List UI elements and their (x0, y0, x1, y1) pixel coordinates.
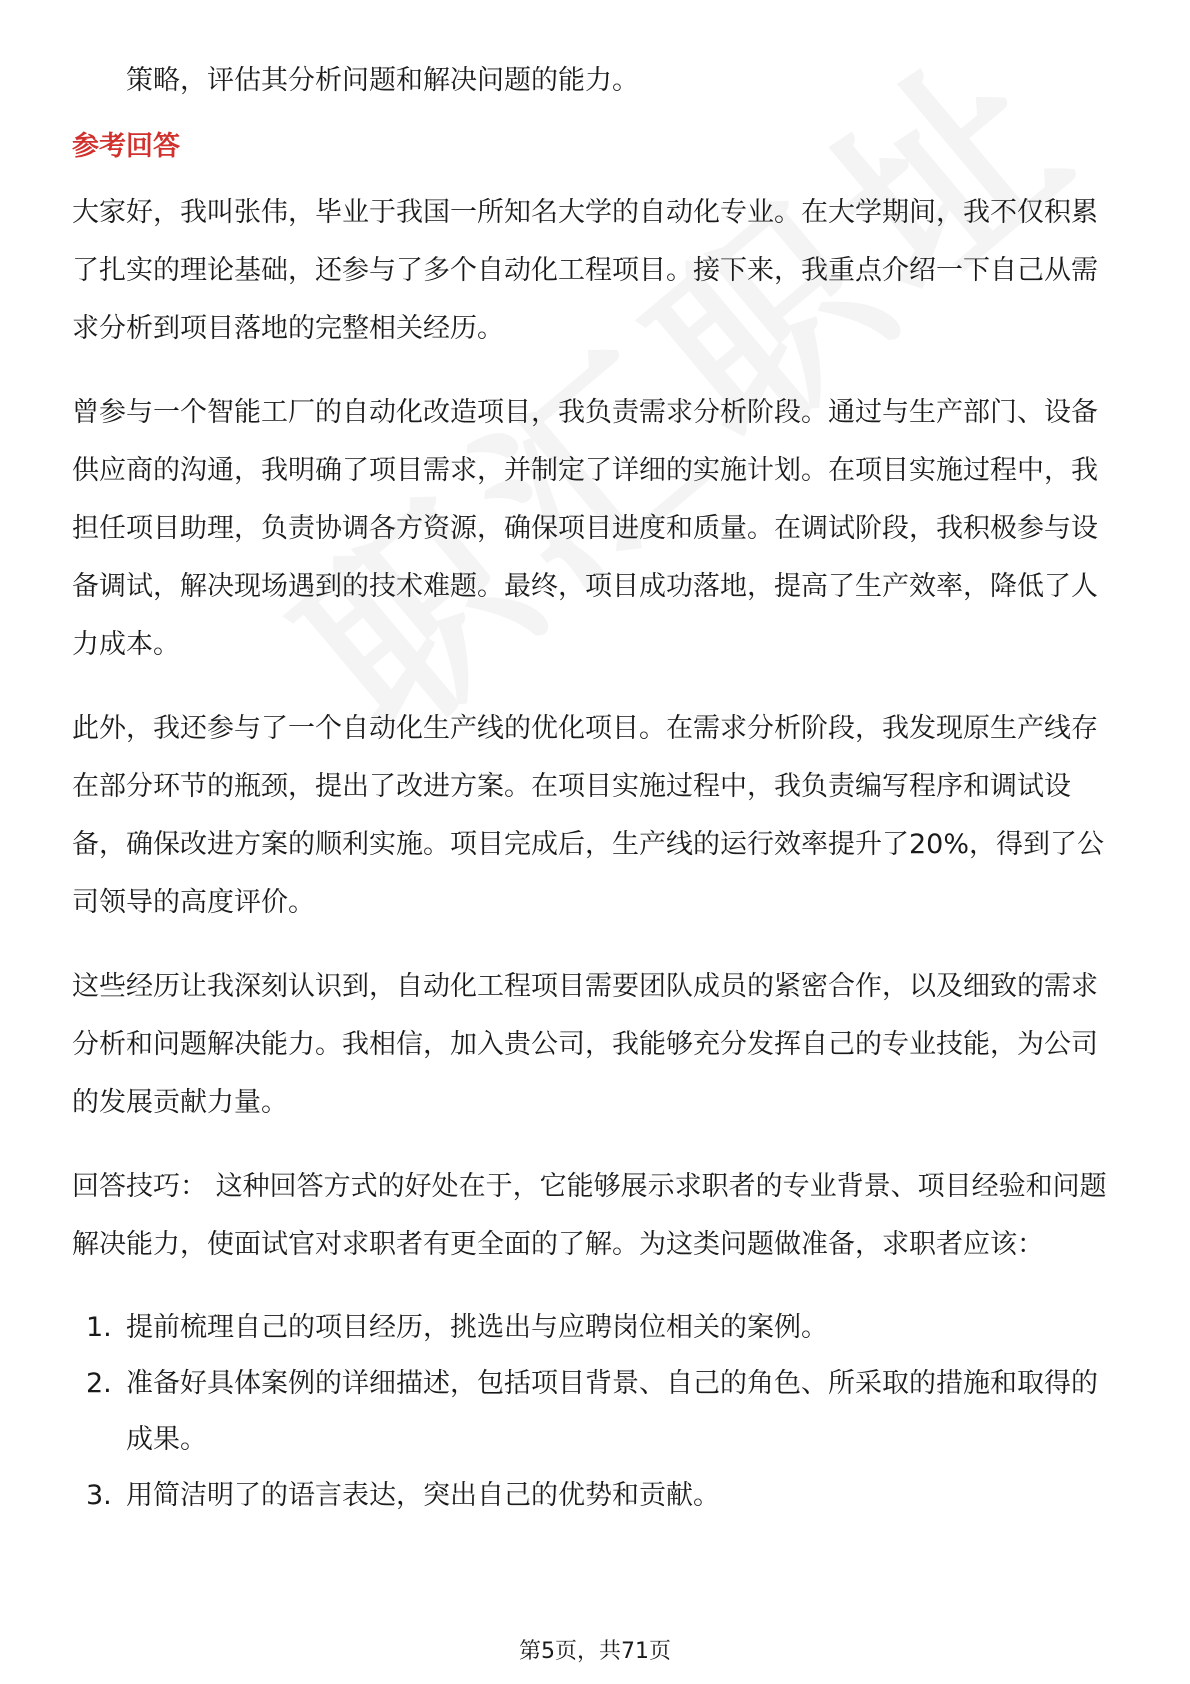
paragraph-tips: 回答技巧： 这种回答方式的好处在于，它能够展示求职者的专业背景、项目经验和问题解决能力，使面试官对求职者有更全面的了解。为这类问题做准备，求职者应该： (72, 1171, 1107, 1260)
list-item (72, 1356, 1122, 1468)
document-body (72, 52, 1122, 1524)
section-heading: 参考回答 (72, 131, 180, 162)
page-footer: 第5页，共71页 (519, 1639, 671, 1664)
list-item (72, 1468, 1122, 1524)
list-number: 2. (86, 1368, 112, 1399)
paragraph-conclusion: 这些经历让我深刻认识到，自动化工程项目需要团队成员的紧密合作，以及细致的需求分析和问题解决能力。我相信，加入贵公司，我能够充分发挥自己的专业技能，为公司的发展贡献力量。 (72, 971, 1098, 1118)
list-number: 3. (86, 1480, 112, 1511)
list-number: 1. (86, 1312, 112, 1343)
tips-list (72, 1300, 1122, 1524)
list-item-text: 提前梳理自己的项目经历，挑选出与应聘岗位相关的案例。 (126, 1312, 828, 1343)
paragraph-smart-factory: 曾参与一个智能工厂的自动化改造项目，我负责需求分析阶段。通过与生产部门、设备供应商的沟通，我明确了项目需求，并制定了详细的实施计划。在项目实施过程中，我担任项目助理，负责协调各方资源，确保项目进度和质量。在调试阶段，我积极参与设备调试，解决现场遇到的技术难题。最终，项目成功落地，提高了生产效率，降低了人力成本。 (72, 397, 1098, 660)
paragraph-intro: 大家好，我叫张伟，毕业于我国一所知名大学的自动化专业。在大学期间，我不仅积累了扎实的理论基础，还参与了多个自动化工程项目。接下来，我重点介绍一下自己从需求分析到项目落地的完整相关经历。 (72, 197, 1098, 344)
list-item (72, 1300, 1122, 1356)
list-item-text: 准备好具体案例的详细描述，包括项目背景、自己的角色、所采取的措施和取得的成果。 (126, 1368, 1098, 1455)
paragraph-production-line: 此外，我还参与了一个自动化生产线的优化项目。在需求分析阶段，我发现原生产线存在部分环节的瓶颈，提出了改进方案。在项目实施过程中，我负责编写程序和调试设备，确保改进方案的顺利实施。项目完成后，生产线的运行效率提升了20%，得到了公司领导的高度评价。 (72, 713, 1105, 918)
continuation-text: 策略，评估其分析问题和解决问题的能力。 (126, 65, 639, 96)
list-item-text: 用简洁明了的语言表达，突出自己的优势和贡献。 (126, 1480, 720, 1511)
